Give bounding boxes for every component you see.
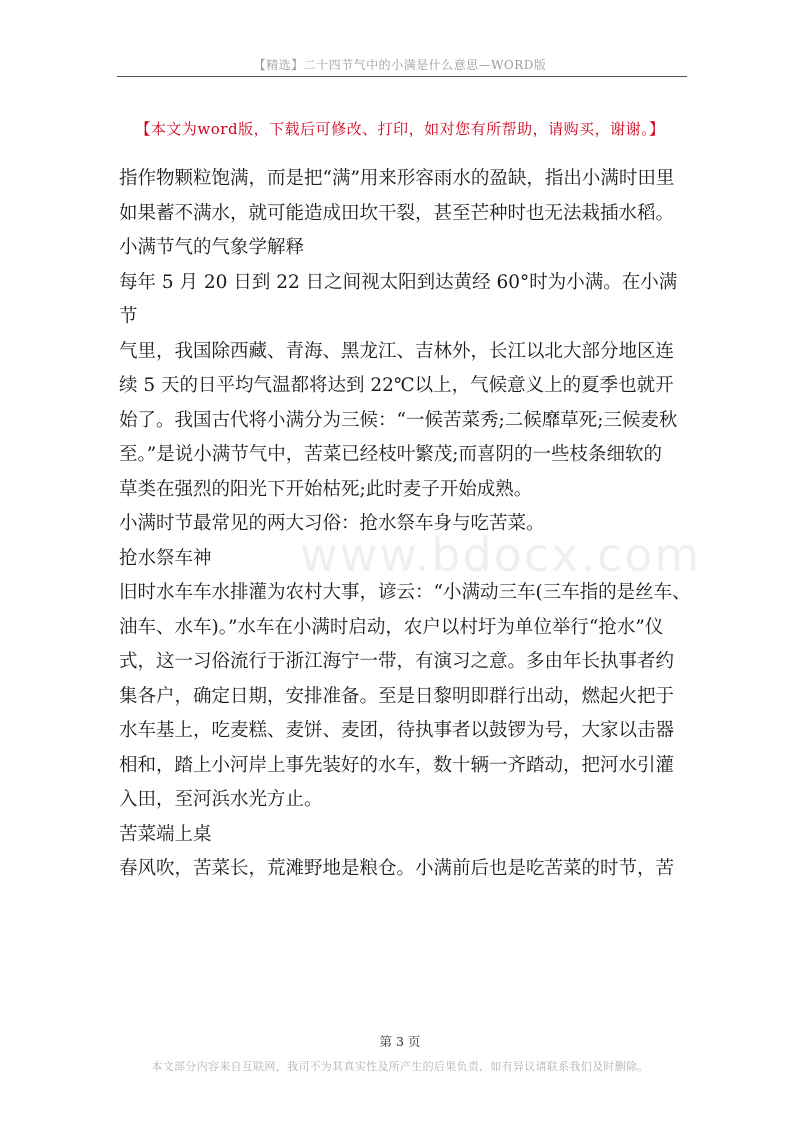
- body-line: 始了。我国古代将小满分为三候：“一候苦菜秀;二候靡草死;三候麦秋: [119, 409, 678, 431]
- page-header-title: 【精选】二十四节气中的小满是什么意思—WORD版: [253, 58, 547, 72]
- body-line: 式，这一习俗流行于浙江海宁一带，有演习之意。多由年长执事者约: [119, 651, 675, 672]
- header-divider: [117, 76, 687, 77]
- section-heading: 苦菜端上桌: [119, 823, 212, 845]
- body-line: 指作物颗粒饱满，而是把“满”用来形容雨水的盈缺，指出小满时田里: [119, 168, 675, 189]
- body-line: 集各户，确定日期，安排准备。至是日黎明即群行出动，燃起火把于: [119, 685, 675, 707]
- body-line: 相和，踏上小河岸上事先装好的水车，数十辆一齐踏动，把河水引灌: [119, 754, 675, 776]
- body-line: 至。”是说小满节气中，苦菜已经枝叶繁茂;而喜阴的一些枝条细软的: [119, 444, 662, 465]
- body-line: 小满时节最常见的两大习俗：抢水祭车身与吃苦菜。: [119, 513, 545, 534]
- section-heading: 小满节气的气象学解释: [119, 237, 305, 258]
- footer-disclaimer: 本文部分内容来自互联网，我司不为其真实性及所产生的后果负责，如有异议请联系我们及时删除。: [151, 1060, 649, 1073]
- body-line: 续 5 天的日平均气温都将达到 22℃以上，气候意义上的夏季也就开: [119, 375, 674, 396]
- body-line: 每年 5 月 20 日到 22 日之间视太阳到达黄经 60°时为小满。在小满节: [119, 271, 678, 327]
- body-line: 气里，我国除西藏、青海、黑龙江、吉林外，长江以北大部分地区连: [119, 340, 675, 362]
- purchase-notice: 【本文为word版，下载后可修改、打印，如对您有所帮助，请购买，谢谢。】: [135, 120, 665, 138]
- body-line: 春风吹，苦菜长，荒滩野地是粮仓。小满前后也是吃苦菜的时节，苦: [119, 858, 675, 879]
- watermark-text: www.bdocx.com: [300, 528, 702, 582]
- document-body: [119, 162, 691, 887]
- body-line: 水车基上，吃麦糕、麦饼、麦团，待执事者以鼓锣为号，大家以击器: [119, 720, 675, 741]
- page-number: 第 3 页: [379, 1034, 421, 1049]
- body-line: 入田，至河浜水光方止。: [119, 789, 323, 810]
- section-heading: 抢水祭车神: [119, 547, 212, 569]
- body-line: 草类在强烈的阳光下开始枯死;此时麦子开始成熟。: [119, 478, 533, 500]
- body-line: 油车、水车)。”水车在小满时启动，农户以村圩为单位举行“抢水”仪: [119, 616, 664, 638]
- body-line: 如果蓄不满水，就可能造成田坎干裂，甚至芒种时也无法栽插水稻。: [119, 202, 675, 224]
- body-line: 旧时水车车水排灌为农村大事，谚云：“小满动三车(三车指的是丝车、: [119, 582, 691, 603]
